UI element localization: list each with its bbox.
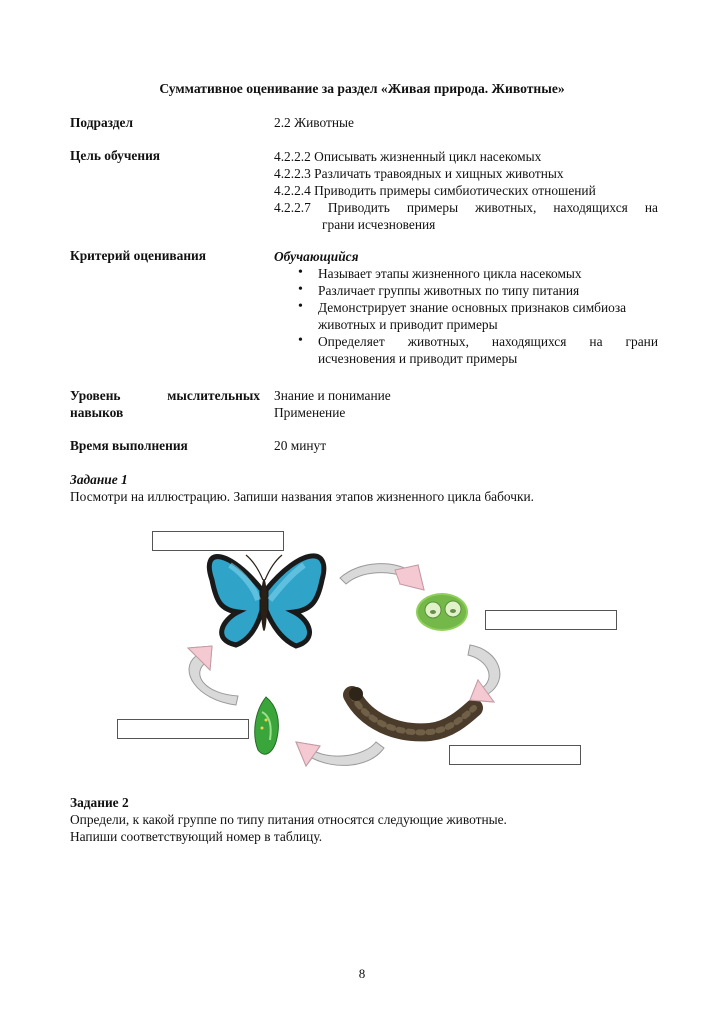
bullet-icon: • bbox=[298, 299, 303, 314]
pupa-icon bbox=[255, 697, 279, 754]
skills-values: Знание и понимание Применение bbox=[274, 388, 391, 420]
objective-label: Цель обучения bbox=[70, 148, 161, 163]
caterpillar-icon bbox=[349, 687, 474, 732]
skills-label: Уровень мыслительных навыков bbox=[70, 388, 260, 420]
objective-line: грани исчезновения bbox=[322, 217, 436, 232]
subsection-label: Подраздел bbox=[70, 115, 134, 130]
arrow-pupa-to-butterfly-icon bbox=[188, 646, 238, 705]
criteria-bullet: • Различает группы животных по типу питания bbox=[298, 282, 580, 298]
arrow-caterpillar-to-pupa-icon bbox=[296, 742, 384, 766]
objective-line: 4.2.2.2 Описывать жизненный цикл насекомых bbox=[274, 149, 542, 164]
criteria-bullet: • Определяет животных, находящихся на грани исчезновения и приводит примеры bbox=[298, 333, 658, 366]
bullet-icon: • bbox=[298, 333, 303, 348]
criteria-heading: Обучающийся bbox=[274, 249, 359, 264]
answer-box-eggs[interactable] bbox=[485, 610, 617, 630]
task1-heading: Задание 1 bbox=[70, 472, 128, 487]
arrow-eggs-to-caterpillar-icon bbox=[468, 645, 500, 702]
answer-box-caterpillar[interactable] bbox=[449, 745, 581, 765]
task2-text-line: Определи, к какой группе по типу питания относятся следующие животные. bbox=[70, 812, 507, 827]
bullet-icon: • bbox=[298, 265, 303, 280]
task1-text: Посмотри на иллюстрацию. Запиши названия этапов жизненного цикла бабочки. bbox=[70, 489, 535, 504]
arrow-butterfly-to-eggs-icon bbox=[340, 564, 424, 590]
page-title: Суммативное оценивание за раздел «Живая природа. Животные» bbox=[159, 81, 565, 96]
criteria-bullet: • Демонстрирует знание основных признаков симбиоза животных и приводит примеры bbox=[298, 299, 627, 332]
objective-line: 4.2.2.7 Приводить примеры животных, находящихся на bbox=[274, 200, 658, 215]
criteria-label: Критерий оценивания bbox=[70, 248, 207, 263]
page-number: 8 bbox=[358, 966, 366, 981]
answer-box-butterfly[interactable] bbox=[152, 531, 284, 551]
task2-text-line: Напиши соответствующий номер в таблицу. bbox=[70, 829, 323, 844]
task2-heading: Задание 2 bbox=[70, 795, 129, 810]
task2 bbox=[70, 794, 670, 845]
eggs-icon bbox=[416, 593, 468, 631]
subsection-value: 2.2 Животные bbox=[274, 115, 354, 130]
time-value: 20 минут bbox=[274, 438, 327, 453]
answer-box-pupa[interactable] bbox=[117, 719, 249, 739]
objective-line: 4.2.2.4 Приводить примеры симбиотических отношений bbox=[274, 183, 596, 198]
time-label: Время выполнения bbox=[70, 438, 188, 453]
bullet-icon: • bbox=[298, 282, 303, 297]
criteria-bullet: • Называет этапы жизненного цикла насекомых bbox=[298, 265, 582, 281]
objective-line: 4.2.2.3 Различать травоядных и хищных животных bbox=[274, 166, 564, 181]
butterfly-icon bbox=[209, 555, 324, 646]
